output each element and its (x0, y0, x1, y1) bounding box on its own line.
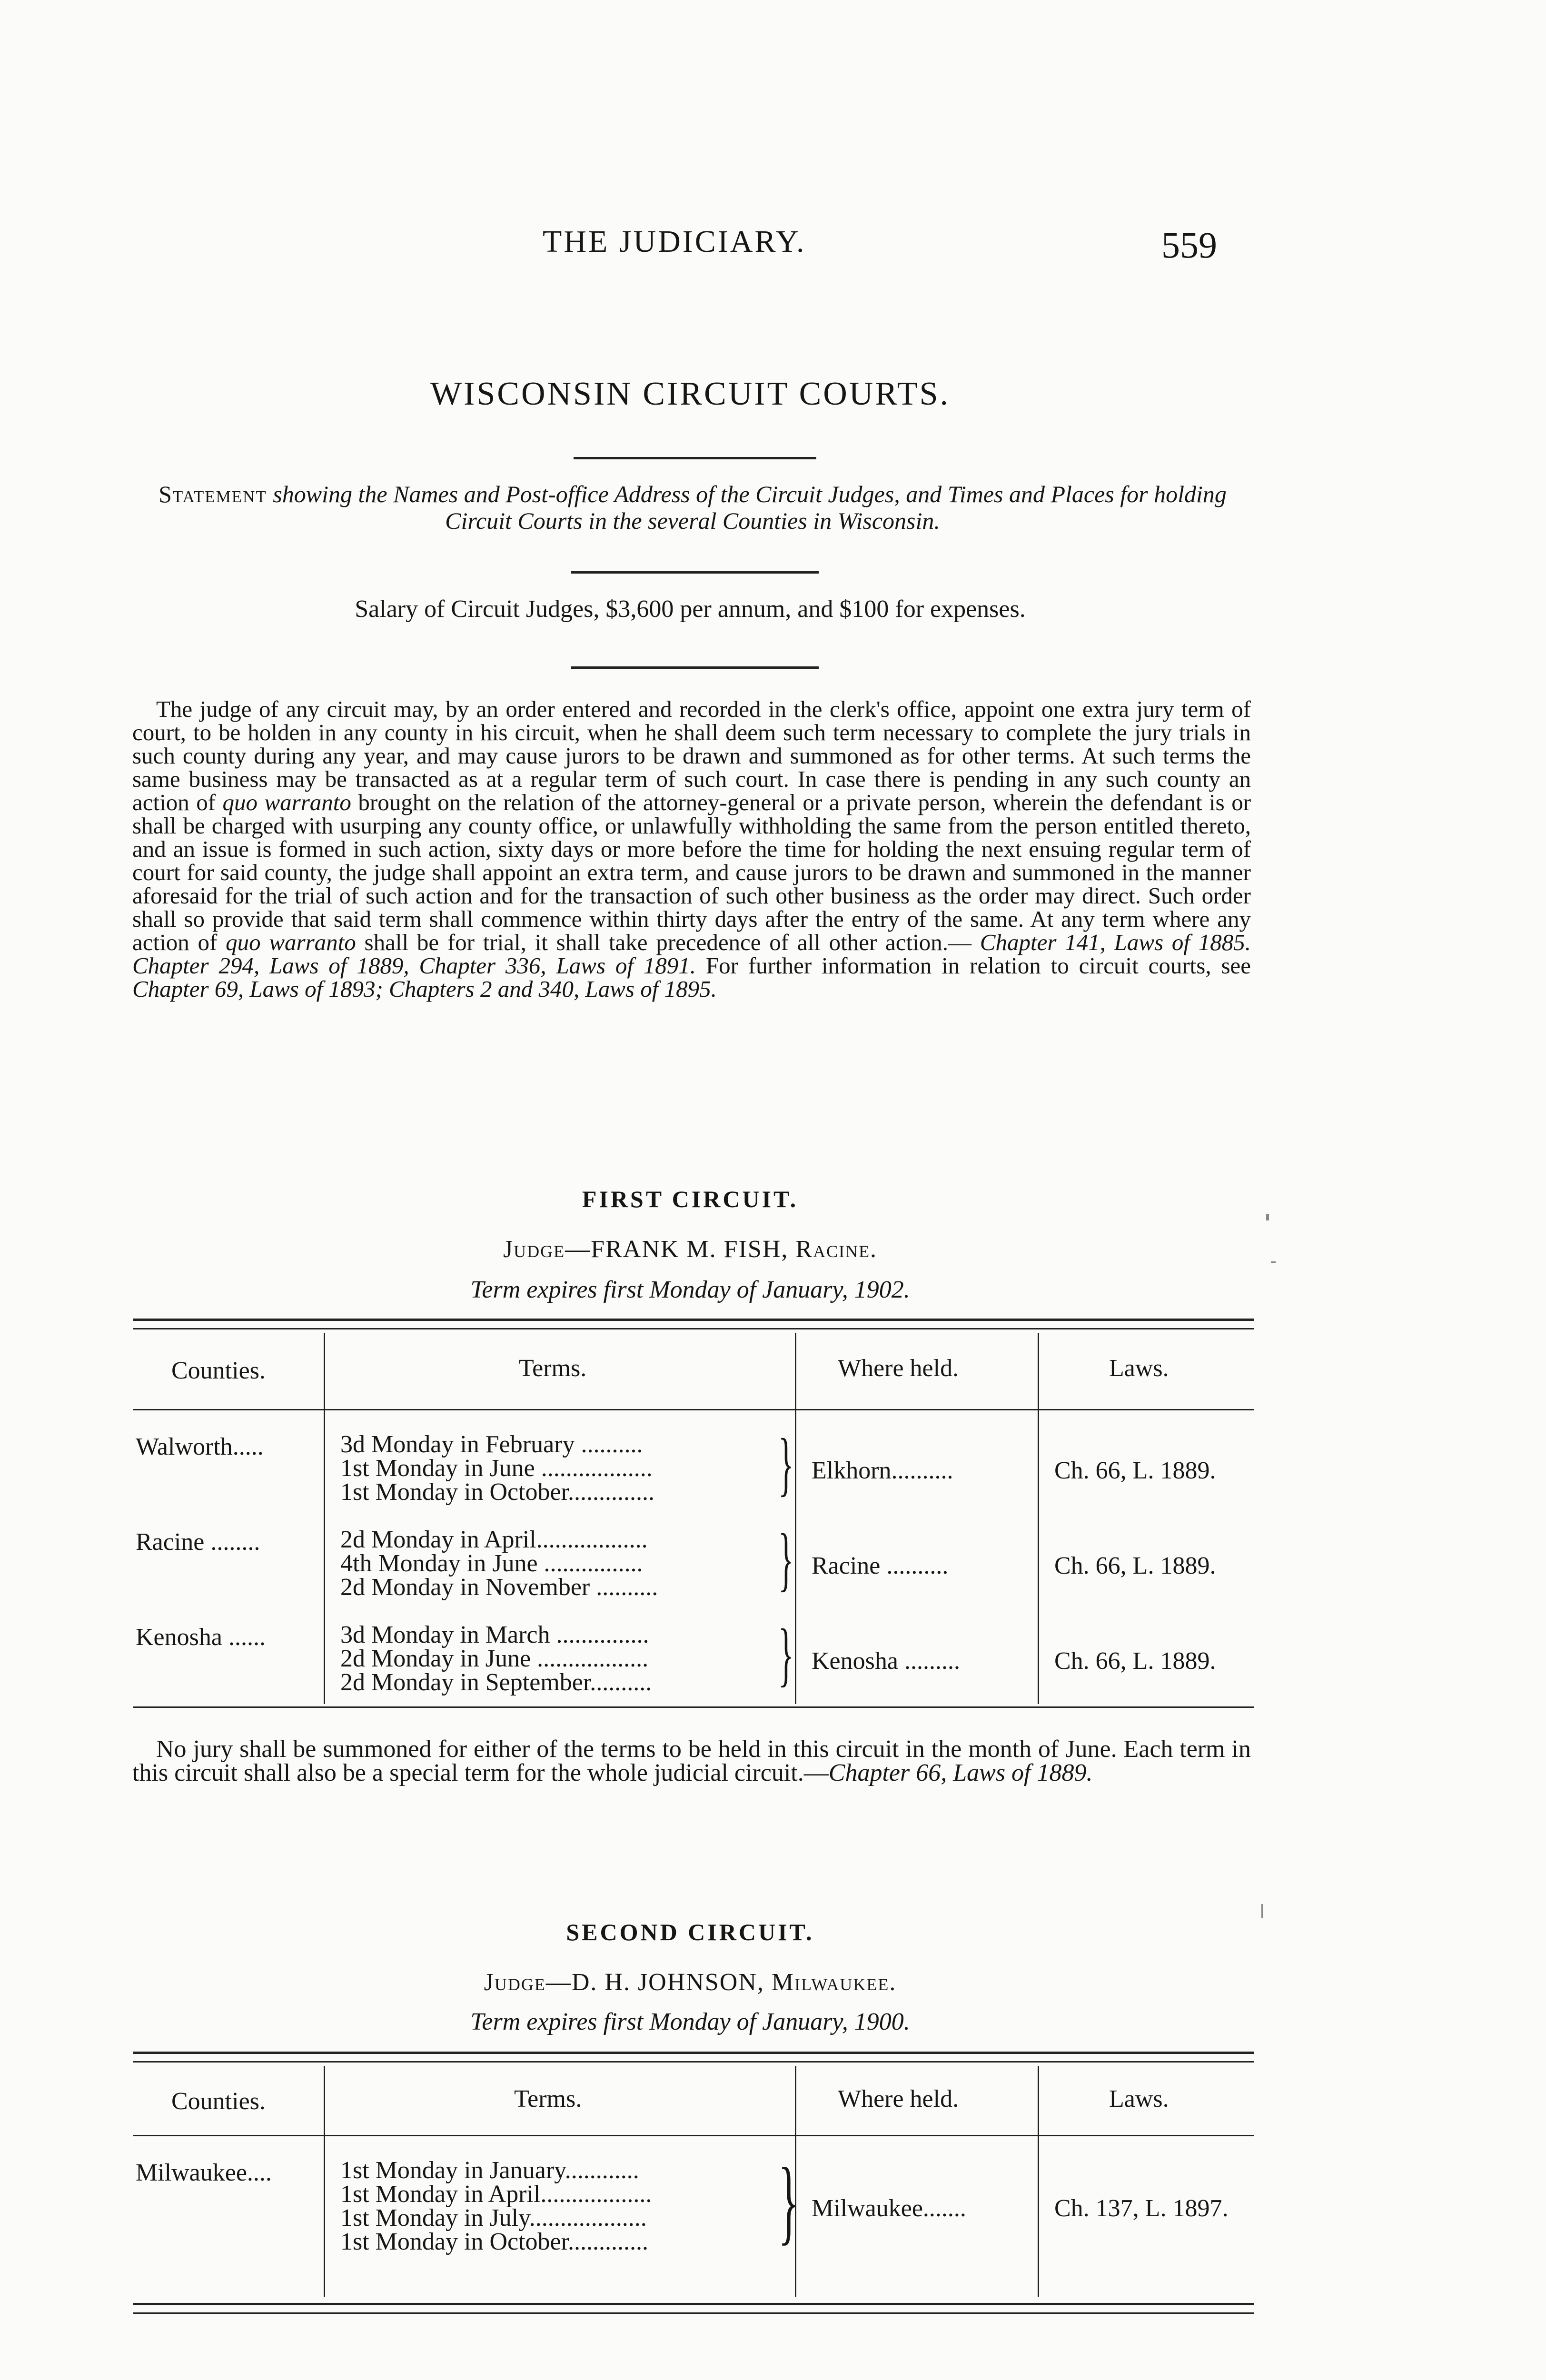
divider (574, 457, 816, 459)
table-row-laws: Ch. 66, L. 1889. (1054, 1457, 1216, 1484)
table-row-laws: Ch. 66, L. 1889. (1054, 1647, 1216, 1675)
term-entry: 1st Monday in October.............. (340, 1478, 655, 1506)
column-header-laws: Laws. (1109, 1355, 1169, 1382)
judge-label: Judge (503, 1236, 565, 1263)
table-row-county: Walworth..... (136, 1433, 264, 1460)
statement-lead: Statement (159, 481, 267, 507)
judge-name: —D. H. JOHNSON, (545, 1969, 764, 1996)
note-text: No jury shall be summoned for either of the terms to be held in this circuit in the month of June. Each term in this circuit shall also be a special term for the whole judicial circuit.— (132, 1735, 1251, 1786)
second-circuit-heading: SECOND CIRCUIT. (566, 1919, 814, 1945)
column-divider (795, 1333, 796, 1704)
column-divider (1038, 1333, 1039, 1704)
term-entry: 2d Monday in June .................. (340, 1645, 649, 1672)
scan-speck (1266, 1214, 1269, 1220)
column-header-counties: Counties. (171, 2088, 266, 2115)
intro-text-1: The judge of any circuit may, by an order entered and recorded in the clerk's office, appoint one extra jury term of court, to be holden in any county in his circuit, when he shall deem such term necessary to complete the jury trials in such county during any year, and may cause jurors to be drawn and summoned as for other terms. At such terms the same business may be transacted as at a regular term of such court. In case there is pending in any such county an action of (132, 696, 1251, 815)
term-entry: 1st Monday in July................... (340, 2204, 647, 2231)
first-circuit-term-expires: Term expires first Monday of January, 1902. (470, 1276, 910, 1303)
column-divider (324, 2066, 325, 2297)
table-rule (133, 1328, 1254, 1329)
term-entry: 3d Monday in March ............... (340, 1621, 649, 1648)
brace-icon: } (778, 1519, 794, 1598)
column-header-terms: Terms. (514, 2085, 582, 2112)
column-header-where: Where held. (838, 2085, 959, 2112)
first-circuit-heading: FIRST CIRCUIT. (582, 1186, 799, 1212)
table-rule (133, 2303, 1254, 2305)
column-header-laws: Laws. (1109, 2085, 1169, 2112)
term-entry: 1st Monday in October............. (340, 2228, 649, 2255)
second-circuit-table (133, 2052, 1254, 2318)
table-row-where: Elkhorn.......... (812, 1457, 953, 1484)
table-rule (133, 1409, 1254, 1410)
intro-text-2: brought on the relation of the attorney-general or a private person, wherein the defendant is or shall be charged with usurping any county office, or unlawfully withholding the same from the person entitled thereto, and an issue is formed in such action, sixty days or more before the time for holding the next ensuing regular term of court for said county, the judge shall appoint an extra term, and cause jurors to be drawn and summoned in the manner aforesaid for the trial of such action and for the transaction of such other business as the order may direct. Such order shall so provide that said term shall commence within thirty days after the entry of the same. At any term where any action of (132, 789, 1251, 955)
second-circuit-judge (0, 1968, 1380, 1996)
term-entry: 3d Monday in February .......... (340, 1431, 643, 1458)
intro-quo-warranto-2: quo warranto (226, 929, 356, 955)
table-row-county: Racine ........ (136, 1528, 260, 1556)
term-entry: 1st Monday in January............ (340, 2157, 639, 2184)
intro-citation-1: Chapter 141, Laws of 1885. Chapter 294, Laws of 1889, Chapter 336, Laws of 1891. (132, 929, 1251, 979)
first-circuit-judge (0, 1235, 1380, 1263)
statement-text: showing the Names and Post-office Address of the Circuit Judges, and Times and Places for holding Circuit Courts in the several Counties in Wisconsin. (273, 481, 1227, 534)
column-divider (1038, 2066, 1039, 2297)
judge-city: Racine. (795, 1236, 878, 1263)
brace-icon: } (778, 2149, 799, 2254)
second-circuit-term-expires: Term expires first Monday of January, 1900. (470, 2008, 910, 2035)
first-circuit-note (132, 1737, 1251, 1785)
term-entry: 1st Monday in April.................. (340, 2181, 652, 2208)
brace-icon: } (778, 1615, 794, 1694)
table-row-where: Racine .......... (812, 1552, 949, 1579)
brace-icon: } (778, 1424, 794, 1503)
intro-text-3: shall be for trial, it shall take precedence of all other action.— (364, 929, 972, 955)
table-row-laws: Ch. 137, L. 1897. (1054, 2195, 1229, 2222)
divider (571, 571, 819, 574)
term-entry: 4th Monday in June ................ (340, 1550, 643, 1577)
first-circuit-table (133, 1319, 1254, 1709)
scan-speck (1271, 1261, 1276, 1263)
intro-paragraph (132, 697, 1251, 1001)
term-entry: 2d Monday in November .......... (340, 1574, 658, 1601)
table-row-county: Kenosha ...... (136, 1624, 266, 1651)
page-title: WISCONSIN CIRCUIT COURTS. (430, 376, 951, 412)
table-rule (133, 2312, 1254, 2314)
judge-label: Judge (484, 1969, 546, 1996)
note-citation: Chapter 66, Laws of 1889. (828, 1759, 1093, 1786)
table-row-laws: Ch. 66, L. 1889. (1054, 1552, 1216, 1579)
intro-citation-2: Chapter 69, Laws of 1893; Chapters 2 and 340, Laws of 1895. (132, 976, 717, 1002)
table-rule (133, 1706, 1254, 1708)
page-number: 559 (1161, 224, 1217, 266)
table-rule (133, 2135, 1254, 2136)
table-rule (133, 2052, 1254, 2054)
judge-name: —FRANK M. FISH, (565, 1236, 789, 1263)
column-header-counties: Counties. (171, 1357, 266, 1384)
table-rule (133, 2061, 1254, 2063)
column-divider (324, 1333, 325, 1704)
statement (129, 481, 1257, 534)
scan-speck (1261, 1904, 1263, 1918)
column-header-where: Where held. (838, 1355, 959, 1382)
term-entry: 2d Monday in April.................. (340, 1526, 648, 1553)
table-row-where: Milwaukee....... (812, 2195, 966, 2222)
running-header: THE JUDICIARY. (543, 224, 806, 259)
term-entry: 2d Monday in September.......... (340, 1669, 652, 1696)
judge-city: Milwaukee. (771, 1969, 897, 1996)
table-row-county: Milwaukee.... (136, 2159, 272, 2186)
divider (571, 666, 819, 669)
table-row-where: Kenosha ......... (812, 1647, 960, 1675)
term-entry: 1st Monday in June .................. (340, 1455, 653, 1482)
intro-text-4: For further information in relation to circuit courts, see (705, 952, 1251, 979)
column-header-terms: Terms. (519, 1355, 587, 1382)
salary-line: Salary of Circuit Judges, $3,600 per annum, and $100 for expenses. (355, 595, 1026, 623)
table-rule (133, 1319, 1254, 1321)
intro-quo-warranto-1: quo warranto (222, 789, 351, 815)
